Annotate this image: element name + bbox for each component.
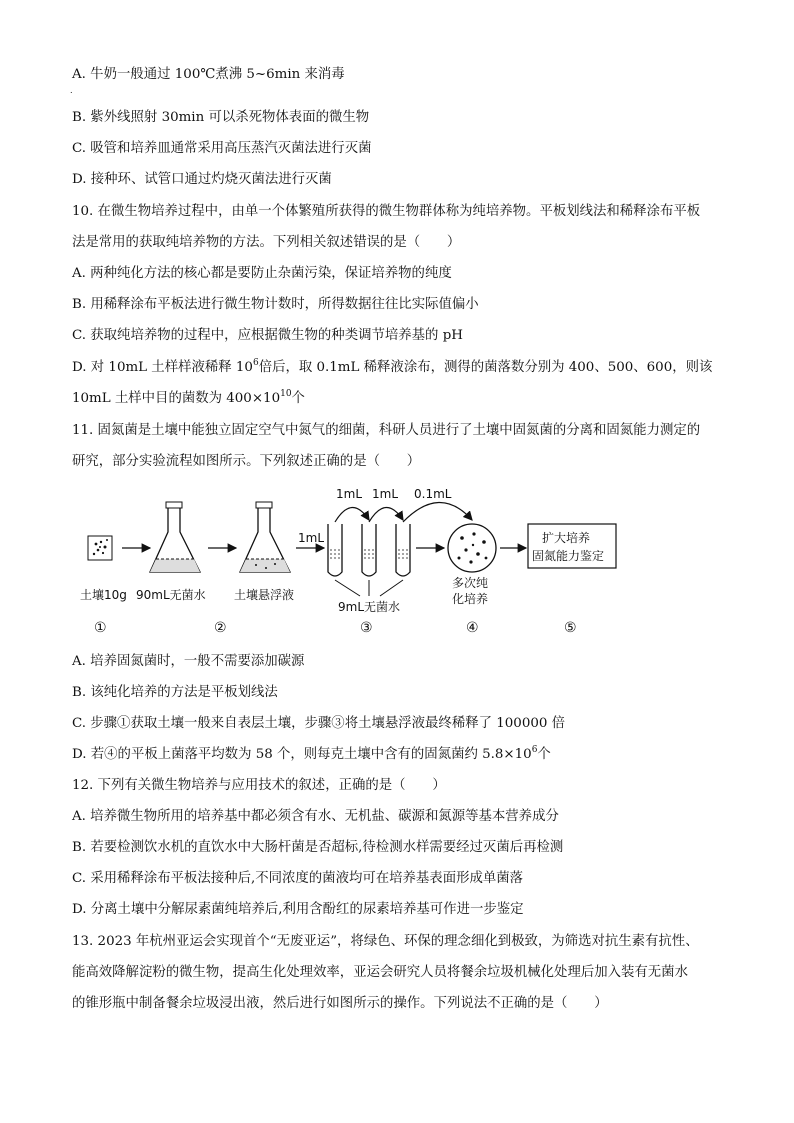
q11-option-d-exponent: 6	[531, 744, 538, 755]
box-text-1: 扩大培养	[542, 531, 591, 545]
purify-label-2: 化培养	[452, 592, 489, 606]
q10-option-d-exponent: 6	[252, 357, 259, 368]
q11-option-d-text-b: 个	[537, 747, 551, 762]
transfer-volume-label-1: 1mL	[298, 531, 325, 545]
q13-stem-line-3: 的锥形瓶中制备餐余垃圾浸出液，然后进行如图所示的操作。下列说法不正确的是（ ）	[72, 996, 608, 1011]
q12-stem: 12. 下列有关微生物培养与应用技术的叙述，正确的是（ ）	[72, 778, 446, 793]
stray-dot: .	[70, 86, 73, 95]
petri-dish-icon	[448, 524, 496, 572]
transfer-volume-label-4: 0.1mL	[414, 487, 452, 501]
q9-option-b: B. 紫外线照射 30min 可以杀死物体表面的微生物	[72, 110, 370, 125]
q13-stem-line-1: 13. 2023 年杭州亚运会实现首个“无废亚运”，将绿色、环保的理念细化到极致，为筛选对抗生素有抗性、	[72, 934, 699, 949]
q11-option-d-text-a: D. 若④的平板上菌落平均数为 58 个，则每克土壤中含有的固氮菌约 5.8×10	[72, 747, 532, 762]
flask-sterile-water-icon	[150, 502, 200, 572]
step-label-4: ④	[466, 620, 479, 636]
purify-label-1: 多次纯	[452, 576, 489, 590]
q9-option-c: C. 吸管和培养皿通常采用高压蒸汽灭菌法进行灭菌	[72, 141, 372, 156]
q10-option-c: C. 获取纯培养物的过程中，应根据微生物的种类调节培养基的 pH	[72, 328, 463, 343]
transfer-volume-label-3: 1mL	[372, 487, 399, 501]
step-label-3: ③	[360, 620, 373, 636]
q10-option-d-text-d: 个	[291, 391, 305, 406]
q10-option-d-text-c: 10mL 土样中目的菌数为 400×10	[72, 391, 281, 406]
q11-option-a: A. 培养固氮菌时，一般不需要添加碳源	[72, 654, 305, 669]
q9-option-d: D. 接种环、试管口通过灼烧灭菌法进行灭菌	[72, 172, 332, 187]
soil-label: 土壤10g	[80, 588, 127, 602]
result-box	[528, 524, 616, 568]
q10-option-a: A. 两种纯化方法的核心都是要防止杂菌污染，保证培养物的纯度	[72, 266, 452, 281]
q10-stem-line-1: 10. 在微生物培养过程中，由单一个体繁殖所获得的微生物群体称为纯培养物。平板划线法和稀释涂布平板	[72, 204, 701, 219]
q10-option-d-line-1	[72, 359, 712, 377]
q10-option-d-text-b: 倍后，取 0.1mL 稀释液涂布，测得的菌落数分别为 400、500、600，则该	[258, 360, 713, 375]
q10-option-b: B. 用稀释涂布平板法进行微生物计数时，所得数据往往比实际值偏小	[72, 297, 479, 312]
step-label-1: ①	[94, 620, 107, 636]
q12-option-c: C. 采用稀释涂布平板法接种后,不同浓度的菌液均可在培养基表面形成单菌落	[72, 871, 524, 886]
transfer-volume-label-2: 1mL	[336, 487, 363, 501]
q12-option-a: A. 培养微生物所用的培养基中都必须含有水、无机盐、碳源和氮源等基本营养成分	[72, 809, 559, 824]
q11-option-d	[72, 746, 551, 764]
q9-option-a: A. 牛奶一般通过 100℃煮沸 5~6min 来消毒	[72, 67, 345, 82]
q12-option-b: B. 若要检测饮水机的直饮水中大肠杆菌是否超标,待检测水样需要经过灭菌后再检测	[72, 840, 564, 855]
q10-stem-line-2: 法是常用的获取纯培养物的方法。下列相关叙述错误的是（ ）	[72, 235, 461, 250]
q11-option-c: C. 步骤①获取土壤一般来自表层土壤，步骤③将土壤悬浮液最终稀释了 100000 倍	[72, 716, 566, 731]
experiment-flow-diagram	[70, 484, 720, 639]
q10-option-d-exponent-2: 10	[280, 388, 292, 399]
q11-stem-line-2: 研究，部分实验流程如图所示。下列叙述正确的是（ ）	[72, 454, 421, 469]
q12-option-d: D. 分离土壤中分解尿素菌纯培养后,利用含酚红的尿素培养基可作进一步鉴定	[72, 902, 524, 917]
flask-soil-suspension-icon	[240, 502, 290, 572]
q10-option-d-text-a: D. 对 10mL 土样样液稀释 10	[72, 360, 253, 375]
q13-stem-line-2: 能高效降解淀粉的微生物，提高生化处理效率，亚运会研究人员将餐余垃圾机械化处理后加入装有无菌水	[72, 965, 688, 980]
sterile-water-label: 90mL无菌水	[136, 588, 206, 602]
step-label-5: ⑤	[564, 620, 577, 636]
q11-option-b: B. 该纯化培养的方法是平板划线法	[72, 685, 278, 700]
dilution-tubes-icon	[328, 524, 410, 596]
soil-sample-icon	[88, 536, 112, 560]
step-label-2: ②	[214, 620, 227, 636]
suspension-label: 土壤悬浮液	[234, 588, 295, 602]
box-text-2: 固氮能力鉴定	[532, 549, 605, 563]
q11-stem-line-1: 11. 固氮菌是土壤中能独立固定空气中氮气的细菌，科研人员进行了土壤中固氮菌的分离和固氮能力测定的	[72, 423, 701, 438]
q10-option-d-line-2	[72, 390, 305, 408]
tubes-label: 9mL无菌水	[338, 600, 401, 614]
